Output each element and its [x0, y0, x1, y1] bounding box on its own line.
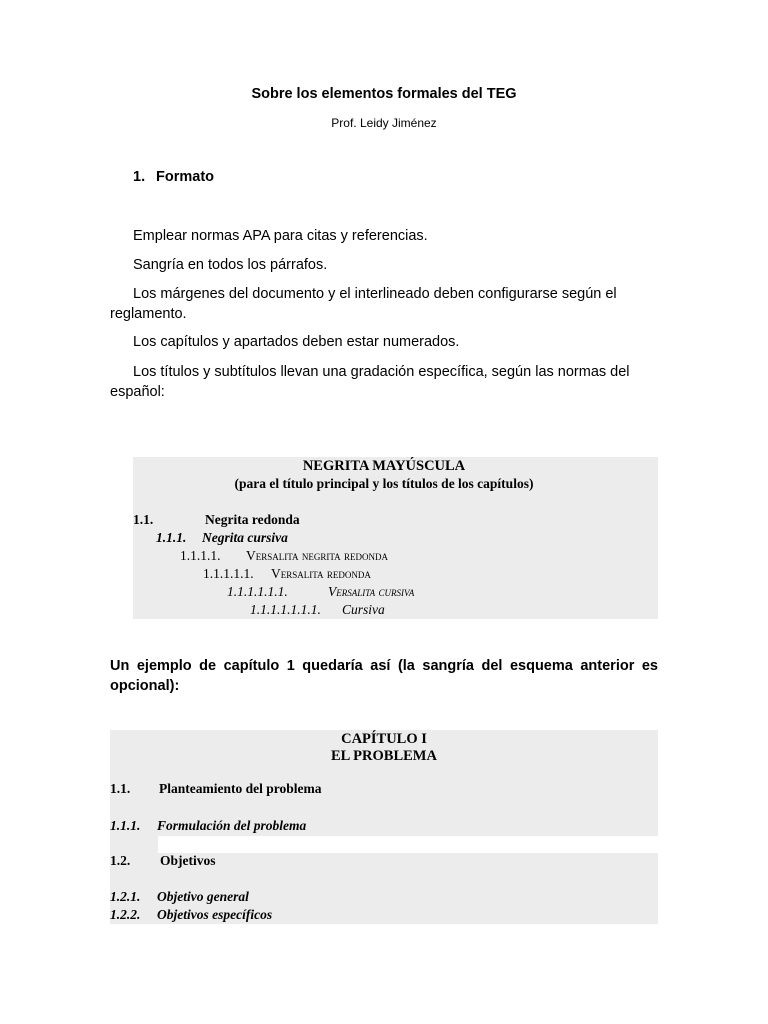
example-item-label: Planteamiento del problema [159, 781, 322, 796]
scheme-level-6-number: 1.1.1.1.1.1.1. [250, 602, 321, 617]
scheme-heading: NEGRITA MAYÚSCULA [302, 458, 466, 474]
paragraph: Los capítulos y apartados deben estar numerados. [133, 334, 460, 350]
scheme-level-3-number: 1.1.1.1. [180, 548, 221, 563]
document-author: Prof. Leidy Jiménez [331, 116, 437, 130]
scheme-level-2-number: 1.1.1. [156, 530, 187, 545]
paragraph: Sangría en todos los párrafos. [133, 257, 328, 273]
scheme-level-1-number: 1.1. [133, 512, 154, 527]
example-item-number: 1.1.1. [110, 818, 141, 833]
example-item-label: Objetivos [160, 853, 216, 868]
example-item-label: Formulación del problema [157, 818, 307, 833]
section-number: 1. [133, 169, 146, 185]
example-item-number: 1.2.1. [110, 889, 141, 904]
example-item-number: 1.2. [110, 853, 131, 868]
scheme-subheading: (para el título principal y los títulos de los capítulos) [234, 476, 534, 491]
example-item-label: Objetivo general [157, 889, 249, 904]
example-item-label: Objetivos específicos [157, 907, 273, 922]
example-item-number: 1.2.2. [110, 907, 141, 922]
scheme-level-1-label: Negrita redonda [205, 512, 300, 527]
scheme-level-2-label: Negrita cursiva [202, 530, 288, 545]
scheme-level-4-label: Versalita redonda [271, 566, 371, 581]
scheme-level-4-number: 1.1.1.1.1. [203, 566, 254, 581]
scheme-level-5-number: 1.1.1.1.1.1. [227, 584, 288, 599]
paragraph: Los márgenes del documento y el interlineado deben configurarse según el reglamento. [110, 286, 617, 322]
paragraph: Emplear normas APA para citas y referencias. [133, 228, 428, 244]
paragraph: Los títulos y subtítulos llevan una gradación específica, según las normas del español: [110, 364, 630, 400]
spacer-block [158, 836, 658, 853]
example-intro: Un ejemplo de capítulo 1 quedaría así (la sangría del esquema anterior es opcional): [110, 658, 658, 694]
document-title: Sobre los elementos formales del TEG [251, 86, 517, 102]
section-heading [133, 169, 214, 185]
scheme-level-3-label: Versalita negrita redonda [246, 548, 389, 563]
example-chapter-title: EL PROBLEMA [331, 748, 437, 764]
example-item-number: 1.1. [110, 781, 131, 796]
section-label: Formato [156, 169, 214, 185]
scheme-level-5-label: Versalita cursiva [328, 584, 415, 599]
scheme-level-6-label: Cursiva [342, 602, 385, 617]
example-chapter-number: CAPÍTULO I [341, 731, 427, 747]
